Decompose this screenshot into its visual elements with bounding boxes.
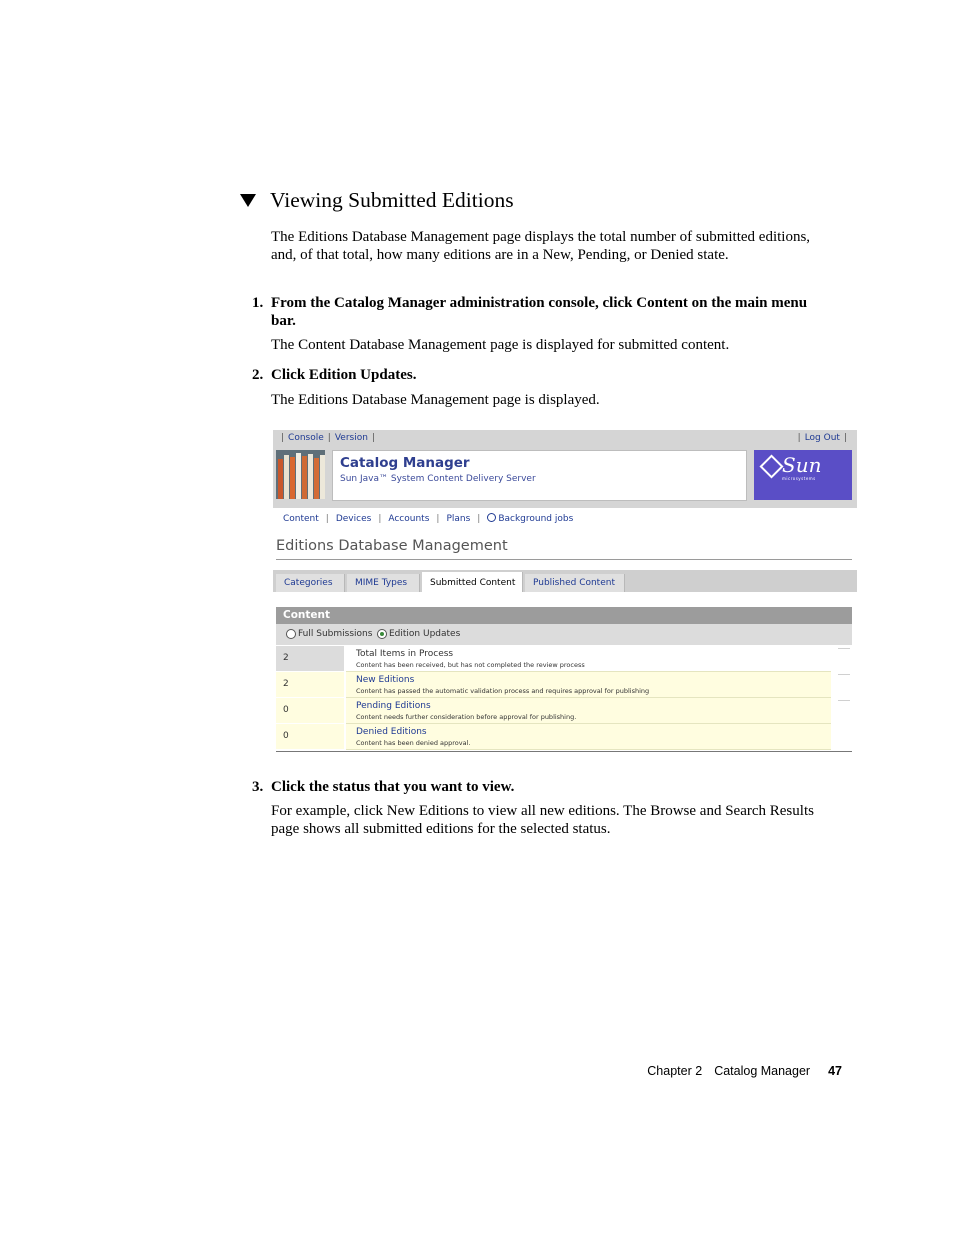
step-text: From the Catalog Manager administration console, click Content on the main menu bar. — [271, 295, 808, 329]
step-text: Click Edition Updates. — [271, 367, 417, 383]
row-description — [346, 672, 831, 698]
new-editions-link[interactable]: New Editions — [356, 675, 415, 685]
radio-on-icon — [377, 629, 387, 639]
tab-mime-types[interactable]: MIME Types — [347, 574, 420, 592]
masthead — [273, 430, 857, 508]
step-2-result: The Editions Database Management page is displayed. — [271, 392, 600, 408]
step-1 — [252, 295, 832, 330]
step-3-result: For example, click New Editions to view all new editions. The Browse and Search Results page shows all submitted editions for the selected status. — [271, 803, 814, 837]
tab-categories[interactable]: Categories — [276, 574, 345, 592]
row-subtext: Content has been denied approval. — [356, 739, 471, 747]
utility-links: | Console | Version | — [281, 433, 375, 443]
books-image — [276, 450, 325, 499]
row-count: 2 — [276, 672, 344, 697]
radio-off-icon — [286, 629, 296, 639]
row-tick — [838, 700, 850, 701]
step-number: 2. — [252, 367, 264, 383]
console-link[interactable]: Console — [288, 433, 324, 443]
page-number: 47 — [828, 1064, 842, 1078]
sun-logo-micro: microsystems — [782, 476, 816, 481]
version-link[interactable]: Version — [334, 433, 368, 443]
sun-logo-word: Sun — [782, 453, 822, 477]
nav-plans[interactable]: Plans — [446, 514, 471, 524]
logout-area: | Log Out | — [797, 433, 847, 443]
footer-title: Catalog Manager — [714, 1064, 811, 1078]
content-header: Content — [276, 607, 852, 624]
table-row — [276, 698, 852, 724]
row-tick — [838, 648, 850, 649]
submission-type-radios — [276, 624, 852, 645]
nav-accounts[interactable]: Accounts — [388, 514, 430, 524]
page-footer — [647, 1064, 842, 1078]
row-count: 2 — [276, 646, 344, 671]
footer-chapter: Chapter 2 — [647, 1064, 703, 1078]
app-subtitle: Sun Java™ System Content Delivery Server — [340, 474, 536, 484]
row-subtext: Content needs further consideration before approval for publishing. — [356, 713, 577, 721]
step-2 — [252, 367, 832, 385]
app-title: Catalog Manager — [340, 455, 470, 471]
pending-editions-link[interactable]: Pending Editions — [356, 701, 431, 711]
nav-background-jobs[interactable]: Background jobs — [498, 514, 574, 524]
row-label: Total Items in Process — [356, 649, 454, 659]
sun-logo — [754, 450, 852, 500]
step-number: 1. — [252, 295, 264, 311]
table-row — [276, 646, 852, 672]
table-row — [276, 724, 852, 750]
step-1-result: The Content Database Management page is displayed for submitted content. — [271, 337, 730, 353]
tab-submitted-content[interactable]: Submitted Content — [422, 572, 523, 592]
title-divider — [276, 559, 852, 560]
nav-content[interactable]: Content — [283, 514, 319, 524]
nav-devices[interactable]: Devices — [335, 514, 372, 524]
row-count: 0 — [276, 698, 344, 723]
step-3 — [252, 779, 832, 797]
sun-diamond-icon — [759, 454, 783, 478]
radio-edition-updates[interactable]: Edition Updates — [377, 629, 460, 639]
row-description — [346, 698, 831, 724]
clock-icon — [487, 513, 496, 522]
logout-link[interactable]: Log Out — [804, 433, 840, 443]
radio-full-submissions[interactable]: Full Submissions — [286, 629, 372, 639]
main-menu-bar: Content | Devices | Accounts | Plans | Background jobs — [283, 514, 574, 524]
row-subtext: Content has passed the automatic validation process and requires approval for publishing — [356, 687, 650, 695]
tab-bar — [273, 570, 857, 592]
table-row — [276, 672, 852, 698]
page-title: Editions Database Management — [276, 538, 508, 554]
row-subtext: Content has been received, but has not completed the review process — [356, 661, 585, 669]
tab-published-content[interactable]: Published Content — [525, 574, 625, 592]
step-text: Click the status that you want to view. — [271, 779, 515, 795]
step-number: 3. — [252, 779, 264, 795]
section-heading — [240, 188, 514, 213]
section-heading-text: Viewing Submitted Editions — [270, 188, 514, 212]
table-bottom-line — [276, 751, 852, 752]
editions-screenshot — [273, 430, 857, 754]
triangle-bullet-icon — [240, 194, 256, 207]
intro-paragraph: The Editions Database Management page displays the total number of submitted editions, and, of that total, how many editions are in a New, Pending, or Denied state. — [271, 229, 811, 263]
row-tick — [838, 674, 850, 675]
denied-editions-link[interactable]: Denied Editions — [356, 727, 427, 737]
row-description — [346, 724, 831, 750]
brand-box — [332, 450, 747, 501]
row-description — [346, 646, 831, 672]
row-count: 0 — [276, 724, 344, 749]
